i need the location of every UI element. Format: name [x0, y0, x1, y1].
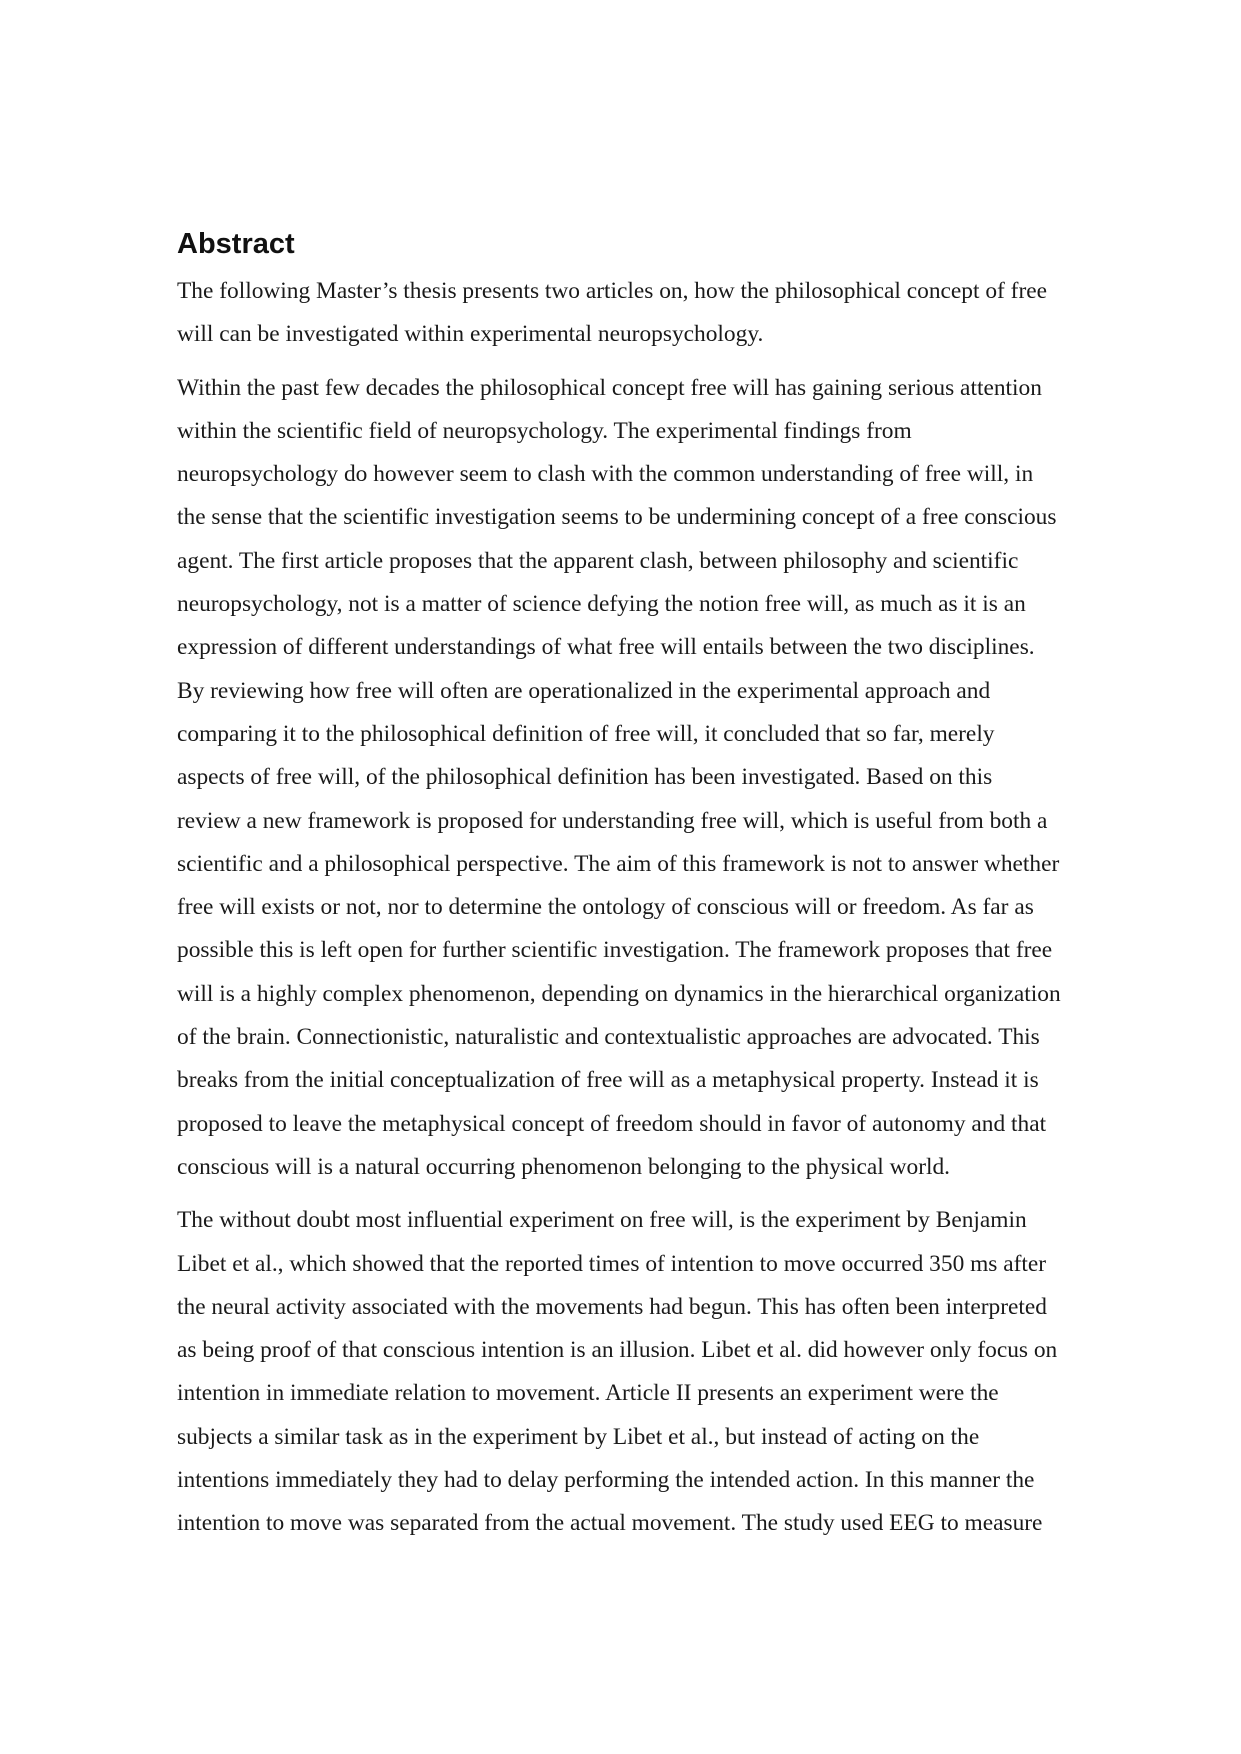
abstract-heading: Abstract: [177, 228, 295, 260]
abstract-paragraph-article-one: Within the past few decades the philosophical concept free will has gaining serious attention within the scientific field of neuropsychology. The experimental findings from neuropsychology do however seem to clash with the common understanding of free will, in the sense that the scientific investigation seems to be undermining concept of a free conscious agent. The first article proposes that the apparent clash, between philosophy and scientific neuropsychology, not is a matter of science defying the notion free will, as much as it is an expression of different understandings of what free will entails between the two disciplines. By reviewing how free will often are operationalized in the experimental approach and comparing it to the philosophical definition of free will, it concluded that so far, merely aspects of free will, of the philosophical definition has been investigated. Based on this review a new framework is proposed for understanding free will, which is useful from both a scientific and a philosophical perspective. The aim of this framework is not to answer whether free will exists or not, nor to determine the ontology of conscious will or freedom. As far as possible this is left open for further scientific investigation. The framework proposes that free will is a highly complex phenomenon, depending on dynamics in the hierarchical organization of the brain. Connectionistic, naturalistic and contextualistic approaches are advocated. This breaks from the initial conceptualization of free will as a metaphysical property. Instead it is proposed to leave the metaphysical concept of freedom should in favor of autonomy and that conscious will is a natural occurring phenomenon belonging to the physical world.: [177, 374, 1061, 1180]
abstract-section: [177, 222, 1127, 1556]
abstract-paragraph-intro: The following Master’s thesis presents two articles on, how the philosophical concept of free will can be investigated within experimental neuropsychology.: [177, 278, 1047, 348]
abstract-paragraph-article-two: The without doubt most influential experiment on free will, is the experiment by Benjamin Libet et al., which showed that the reported times of intention to move occurred 350 ms after the neural activity associated with the movements had begun. This has often been interpreted as being proof of that conscious intention is an illusion. Libet et al. did however only focus on intention in immediate relation to movement. Article II presents an experiment were the subjects a similar task as in the experiment by Libet et al., but instead of acting on the intentions immediately they had to delay performing the intended action. In this manner the intention to move was separated from the actual movement. The study used EEG to measure: [177, 1207, 1058, 1537]
